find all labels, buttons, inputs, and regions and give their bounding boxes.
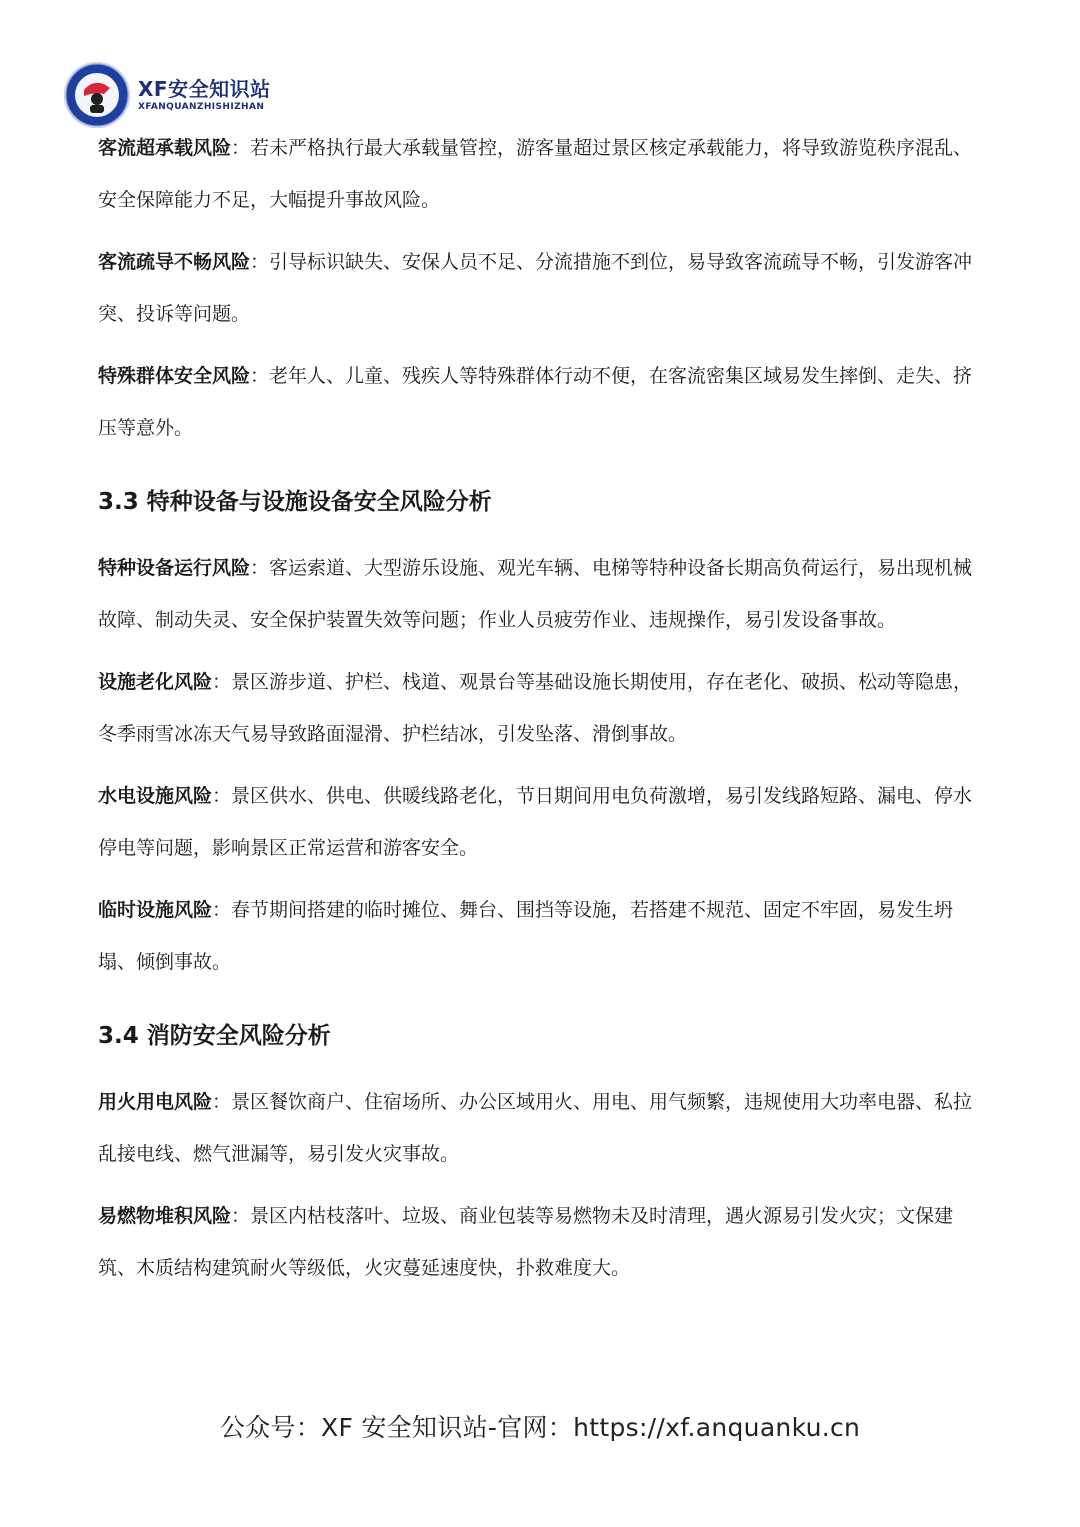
risk-term: 临时设施风险 — [98, 899, 213, 921]
logo-title: XF安全知识站 — [138, 76, 271, 101]
footer-text: 公众号：XF 安全知识站-官网：https://xf.anquanku.cn — [219, 1413, 861, 1442]
risk-description: ：客运索道、大型游乐设施、观光车辆、电梯等特种设备长期高负荷运行，易出现机械故障、制动失灵、安全保护装置失效等问题；作业人员疲劳作业、违规操作，易引发设备事故。 — [98, 557, 973, 631]
risk-paragraph — [98, 1190, 988, 1294]
risk-term: 特种设备运行风险 — [98, 557, 251, 579]
risk-description: ：景区餐饮商户、住宿场所、办公区域用火、用电、用气频繁，违规使用大功率电器、私拉乱接电线、燃气泄漏等，易引发火灾事故。 — [98, 1091, 973, 1165]
risk-paragraph — [98, 236, 988, 340]
risk-description: ：景区内枯枝落叶、垃圾、商业包装等易燃物未及时清理，遇火源易引发火灾；文保建筑、木质结构建筑耐火等级低，火灾蔓延速度快，扑救难度大。 — [98, 1205, 954, 1279]
risk-description: ：若未严格执行最大承载量管控，游客量超过景区核定承载能力，将导致游览秩序混乱、安全保障能力不足，大幅提升事故风险。 — [98, 137, 973, 211]
risk-description: ：春节期间搭建的临时摊位、舞台、围挡等设施，若搭建不规范、固定不牢固，易发生坍塌、倾倒事故。 — [98, 899, 954, 973]
risk-paragraph — [98, 656, 988, 760]
document-body — [98, 122, 988, 1304]
risk-term: 用火用电风险 — [98, 1091, 213, 1113]
section-heading-3-3: 3.3 特种设备与设施设备安全风险分析 — [98, 489, 492, 515]
risk-paragraph — [98, 350, 988, 454]
logo-badge-icon — [64, 62, 130, 128]
risk-description: ：老年人、儿童、残疾人等特殊群体行动不便，在客流密集区域易发生摔倒、走失、挤压等意外。 — [98, 365, 973, 439]
risk-term: 特殊群体安全风险 — [98, 365, 251, 387]
risk-paragraph — [98, 122, 988, 226]
risk-term: 水电设施风险 — [98, 785, 213, 807]
risk-term: 客流超承载风险 — [98, 137, 232, 159]
risk-description: ：景区游步道、护栏、栈道、观景台等基础设施长期使用，存在老化、破损、松动等隐患，冬季雨雪冰冻天气易导致路面湿滑、护栏结冰，引发坠落、滑倒事故。 — [98, 671, 973, 745]
risk-paragraph — [98, 770, 988, 874]
section-heading-3-4: 3.4 消防安全风险分析 — [98, 1023, 331, 1049]
risk-term: 客流疏导不畅风险 — [98, 251, 251, 273]
risk-paragraph — [98, 884, 988, 988]
risk-term: 设施老化风险 — [98, 671, 213, 693]
risk-paragraph — [98, 1076, 988, 1180]
risk-term: 易燃物堆积风险 — [98, 1205, 232, 1227]
risk-description: ：引导标识缺失、安保人员不足、分流措施不到位，易导致客流疏导不畅，引发游客冲突、投诉等问题。 — [98, 251, 973, 325]
risk-paragraph — [98, 542, 988, 646]
logo-subtitle: XFANQUANZHISHIZHAN — [138, 101, 265, 112]
risk-description: ：景区供水、供电、供暖线路老化，节日期间用电负荷激增，易引发线路短路、漏电、停水停电等问题，影响景区正常运营和游客安全。 — [98, 785, 973, 859]
site-logo — [64, 62, 271, 128]
